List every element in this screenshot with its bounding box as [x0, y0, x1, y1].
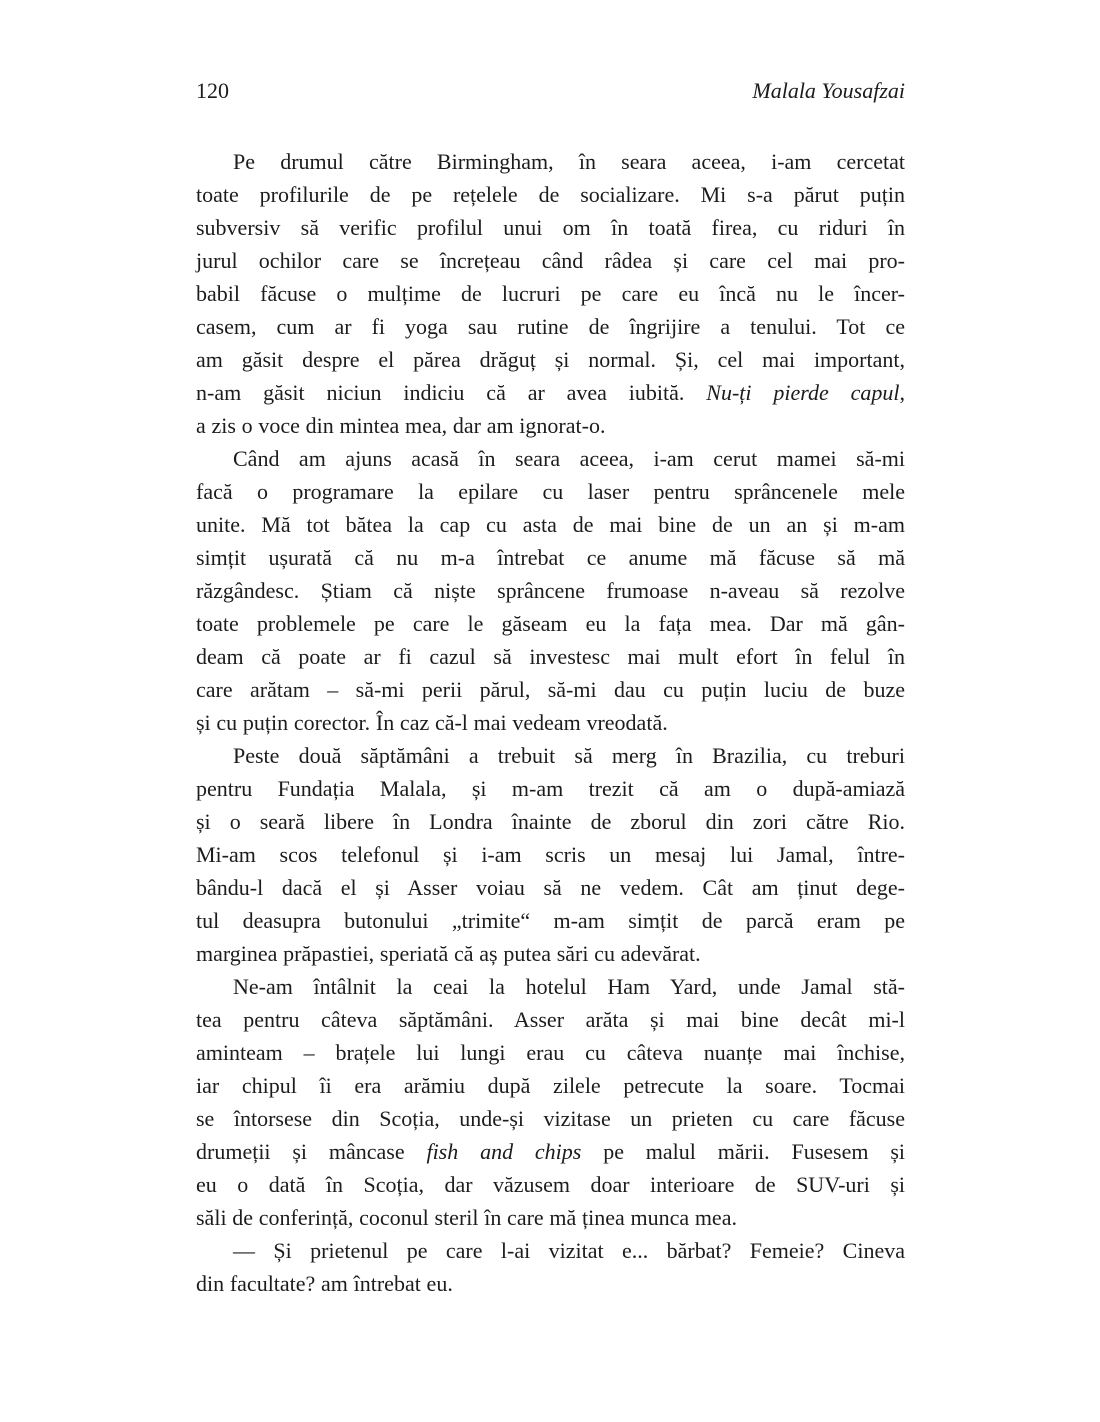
text-line [196, 838, 905, 871]
text-segment: Mi-am scos telefonul și i-am scris un mesaj lui Jamal, între- [196, 842, 905, 867]
text-segment: Când am ajuns acasă în seara aceea, i-am cerut mamei să-mi [233, 446, 905, 471]
page-number: 120 [196, 78, 229, 103]
text-line [196, 409, 905, 442]
page-body [196, 145, 905, 1300]
text-line [196, 1168, 905, 1201]
italic-text: fish and chips [426, 1139, 582, 1164]
text-segment: marginea prăpastiei, speriată că aș putea sări cu adevărat. [196, 941, 701, 966]
text-segment: Pe drumul către Birmingham, în seara aceea, i-am cercetat [233, 149, 905, 174]
text-line [196, 178, 905, 211]
text-line [196, 739, 905, 772]
text-line [196, 607, 905, 640]
text-line [196, 673, 905, 706]
text-segment: pentru Fundația Malala, și m-am trezit că am o după-amiază [196, 776, 905, 801]
text-line [196, 1003, 905, 1036]
text-line [196, 904, 905, 937]
text-line [196, 145, 905, 178]
page-header [196, 76, 905, 106]
text-segment: săli de conferință, coconul steril în care mă ținea munca mea. [196, 1205, 737, 1230]
text-line [196, 706, 905, 739]
text-line [196, 541, 905, 574]
text-segment: simțit ușurată că nu m-a întrebat ce anume mă făcuse să mă [196, 545, 905, 570]
text-line [196, 1135, 905, 1168]
text-line [196, 211, 905, 244]
text-segment: toate problemele pe care le găseam eu la fața mea. Dar mă gân- [196, 611, 905, 636]
text-segment: tul deasupra butonului „trimite“ m-am simțit de parcă eram pe [196, 908, 905, 933]
text-line [196, 310, 905, 343]
italic-text: Nu-ți pierde capul [706, 380, 900, 405]
text-line [196, 475, 905, 508]
text-segment: care arătam – să-mi perii părul, să-mi dau cu puțin luciu de buze [196, 677, 905, 702]
text-segment: Peste două săptămâni a trebuit să merg în Brazilia, cu treburi [233, 743, 905, 768]
text-segment: se întorsese din Scoția, unde-și vizitase un prieten cu care făcuse [196, 1106, 905, 1131]
text-line [196, 1201, 905, 1234]
text-segment: a zis o voce din mintea mea, dar am ignorat-o. [196, 413, 606, 438]
text-line [196, 442, 905, 475]
text-segment: toate profilurile de pe rețelele de socializare. Mi s-a părut puțin [196, 182, 905, 207]
text-segment: facă o programare la epilare cu laser pentru sprâncenele mele [196, 479, 905, 504]
text-segment: răzgândesc. Știam că niște sprâncene frumoase n-aveau să rezolve [196, 578, 905, 603]
text-segment: am găsit despre el părea drăguț și normal. Și, cel mai important, [196, 347, 905, 372]
text-segment: aminteam – brațele lui lungi erau cu câteva nuanțe mai închise, [196, 1040, 905, 1065]
text-line [196, 871, 905, 904]
text-line [196, 244, 905, 277]
text-segment: deam că poate ar fi cazul să investesc mai mult efort în felul în [196, 644, 905, 669]
text-segment: , [899, 380, 905, 405]
text-segment: babil făcuse o mulțime de lucruri pe care eu încă nu le încer- [196, 281, 905, 306]
text-line [196, 937, 905, 970]
text-segment: n-am găsit niciun indiciu că ar avea iubită. [196, 380, 707, 405]
text-line [196, 574, 905, 607]
paragraph [196, 442, 905, 739]
text-line [196, 970, 905, 1003]
text-segment: casem, cum ar fi yoga sau rutine de îngrijire a tenului. Tot ce [196, 314, 905, 339]
text-line [196, 1102, 905, 1135]
paragraph [196, 145, 905, 442]
text-segment: din facultate? am întrebat eu. [196, 1271, 453, 1296]
text-line [196, 805, 905, 838]
text-segment: Ne-am întâlnit la ceai la hotelul Ham Yard, unde Jamal stă- [233, 974, 905, 999]
text-segment: iar chipul îi era arămiu după zilele petrecute la soare. Tocmai [196, 1073, 905, 1098]
paragraph [196, 739, 905, 970]
running-header: Malala Yousafzai [752, 78, 905, 103]
text-line [196, 376, 905, 409]
text-segment: și cu puțin corector. În caz că-l mai vedeam vreodată. [196, 710, 668, 735]
text-segment: drumeții și mâncase [196, 1139, 427, 1164]
text-line [196, 772, 905, 805]
text-line [196, 1267, 905, 1300]
text-segment: jurul ochilor care se încrețeau când râdea și care cel mai pro- [196, 248, 905, 273]
text-line [196, 343, 905, 376]
paragraph [196, 970, 905, 1234]
text-line [196, 1036, 905, 1069]
text-line [196, 640, 905, 673]
text-segment: eu o dată în Scoția, dar văzusem doar interioare de SUV-uri și [196, 1172, 905, 1197]
text-segment: pe malul mării. Fusesem și [581, 1139, 905, 1164]
text-line [196, 508, 905, 541]
text-segment: și o seară libere în Londra înainte de zborul din zori către Rio. [196, 809, 905, 834]
text-line [196, 1069, 905, 1102]
text-line [196, 1234, 905, 1267]
text-line [196, 277, 905, 310]
text-segment: unite. Mă tot bătea la cap cu asta de mai bine de un an și m-am [196, 512, 905, 537]
paragraph [196, 1234, 905, 1300]
text-segment: subversiv să verific profilul unui om în toată firea, cu riduri în [196, 215, 905, 240]
text-segment: tea pentru câteva săptămâni. Asser arăta și mai bine decât mi-l [196, 1007, 905, 1032]
text-segment: — Și prietenul pe care l-ai vizitat e... bărbat? Femeie? Cineva [233, 1238, 905, 1263]
text-segment: bându-l dacă el și Asser voiau să ne vedem. Cât am ținut dege- [196, 875, 905, 900]
